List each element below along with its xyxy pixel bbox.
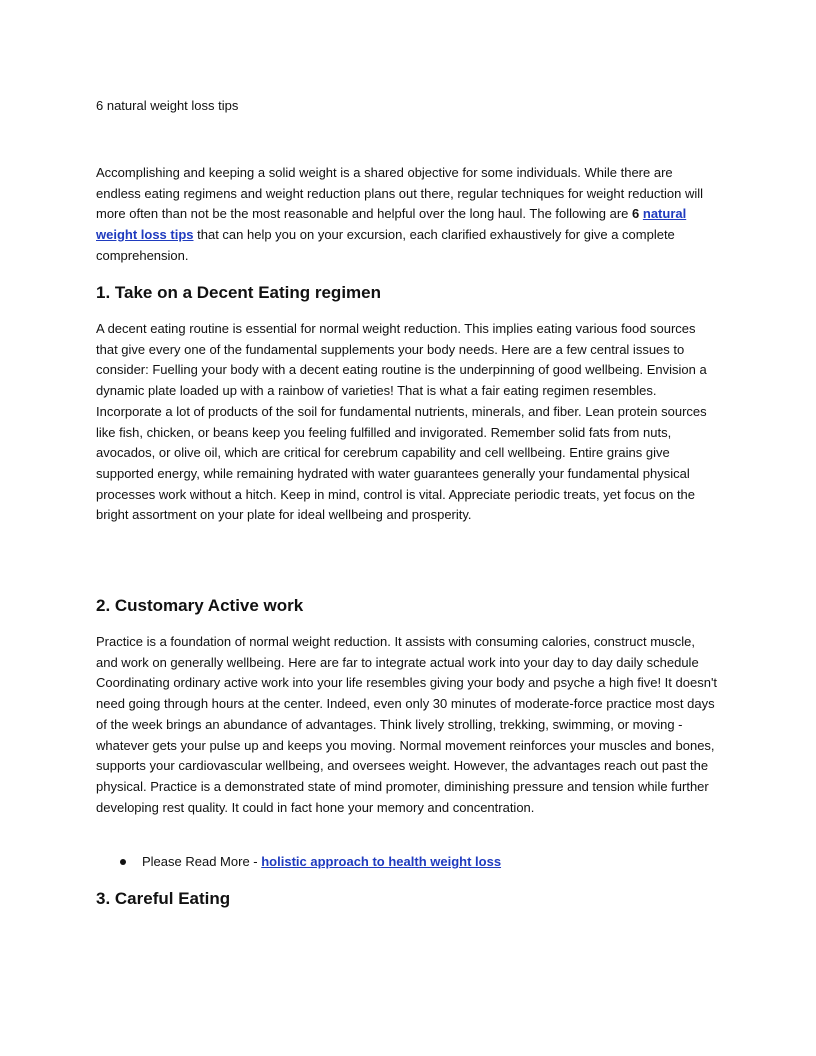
section-2-body: Practice is a foundation of normal weight reduction. It assists with consuming calories, construct muscle, and work on generally wellbeing. Here are far to integrate actual work into your day to day daily schedule Coordinating ordinary active work into your life resembles giving your body and psyche a high five! It doesn't need going through hours at the center. Indeed, even only 30 minutes of moderate-force practice most days of the week brings an abundance of advantages. Think lively strolling, trekking, swimming, or moving - whatever gets your pulse up and keeps you moving. Normal movement reinforces your muscles and bones, supports your cardiovascular wellbeing, and oversees weight. However, the advantages reach out past the physical. Practice is a demonstrated state of mind promoter, diminishing pressure and tension while further developing rest quality. It could in fact hone your memory and concentration. bbox=[96, 634, 718, 815]
bullet-icon bbox=[120, 859, 126, 865]
section-2-heading: 2. Customary Active work bbox=[96, 596, 304, 615]
section-3-heading: 3. Careful Eating bbox=[96, 889, 231, 908]
intro-paragraph bbox=[96, 163, 720, 267]
intro-text-before: Accomplishing and keeping a solid weight is a shared objective for some individuals. While there are endless eating regimens and weight reduction plans out there, regular techniques for weight reduction will more often than not be the most reasonable and helpful over the long haul. The following are bbox=[96, 165, 704, 222]
read-more-bullet bbox=[120, 852, 501, 872]
section-1-body: A decent eating routine is essential for normal weight reduction. This implies eating various food sources that give every one of the fundamental supplements your body needs. Here are a few central issues to consider: Fuelling your body with a decent eating routine is the underpinning of good wellbeing. Envision a dynamic plate loaded up with a rainbow of varieties! That is what a fair eating regimen resembles. Incorporate a lot of products of the soil for fundamental nutrients, minerals, and fiber. Lean protein sources like fish, chicken, or beans keep you feeling fulfilled and invigorated. Remember solid fats from nuts, avocados, or olive oil, which are critical for cerebrum capability and cell wellbeing. Entire grains give supported energy, while remaining hydrated with water guarantees generally your fundamental physical processes work without a hitch. Keep in mind, control is vital. Appreciate periodic treats, yet focus on the bright assortment on your plate for ideal wellbeing and prosperity. bbox=[96, 321, 707, 523]
intro-bold-number: 6 bbox=[632, 206, 640, 222]
intro-text-after: that can help you on your excursion, each clarified exhaustively for give a complete comprehension. bbox=[96, 227, 675, 263]
natural-weight-loss-tips-link[interactable]: natural weight loss tips bbox=[96, 206, 687, 243]
holistic-approach-link[interactable]: holistic approach to health weight loss bbox=[261, 854, 502, 869]
read-more-prefix: Please Read More - bbox=[142, 854, 262, 869]
document-title: 6 natural weight loss tips bbox=[96, 98, 239, 113]
section-1-heading: 1. Take on a Decent Eating regimen bbox=[96, 283, 381, 302]
